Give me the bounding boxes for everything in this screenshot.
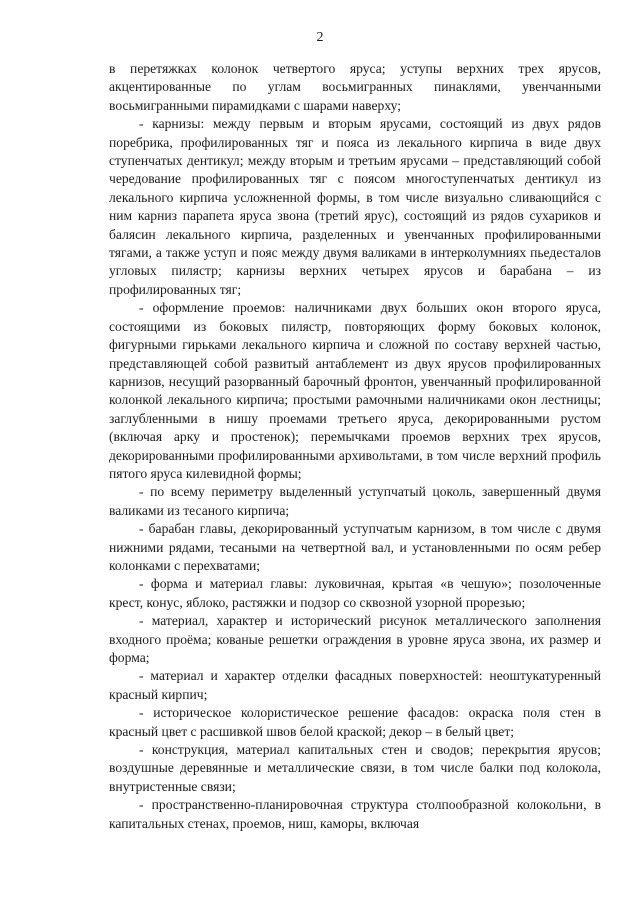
- paragraph-spatial-layout: - пространственно-планировочная структура столпообразной колокольни, в капитальных стенах, проемов, ниш, каморы, включая: [109, 797, 601, 831]
- paragraph-facade-finish: - материал и характер отделки фасадных поверхностей: неоштукатуренный красный кирпич;: [109, 668, 601, 702]
- paragraph-cornices: - карнизы: между первым и вторым ярусами, состоящий из двух рядов поребрика, профилированных тяг и пояса из лекального кирпича в виде двух ступенчатых дентикул; между вторым и третьим ярусами – представляющий собой чередование профилированных тяг с поясом многоступенчатых дентикул из лекального кирпича усложненной формы, в том числе визуально сливающийся с ним карниз парапета яруса звона (третий ярус), состоящий из рядов сухариков и балясин лекального кирпича, разделенных и увенчанных профилированными тягами, а также уступ и пояс между двумя валиками в интерколумниях пьедесталов угловых пилястр; карнизы верхних четырех ярусов и барабана – из профилированных тяг;: [109, 116, 601, 297]
- paragraph-dome-form: - форма и материал главы: луковичная, крытая «в чешую»; позолоченные крест, конус, яблоко, растяжки и подзор со сквозной узорной прорезью;: [109, 576, 601, 610]
- paragraph-continuation: в перетяжках колонок четвертого яруса; уступы верхних трех ярусов, акцентированные по углам восьмигранных пинаклями, увенчанными восьмигранными пирамидками с шарами наверху;: [109, 61, 601, 113]
- paragraph-dome-drum: - барабан главы, декорированный уступчатым карнизом, в том числе с двумя нижними рядами, тесаными на четвертной вал, и установленными по осям ребер колонками с перехватами;: [109, 521, 601, 573]
- paragraph-color-scheme: - историческое колористическое решение фасадов: окраска поля стен в красный цвет с расшивкой швов белой краской; декор – в белый цвет;: [109, 705, 601, 739]
- document-body: [109, 60, 601, 833]
- paragraph-openings-decoration: - оформление проемов: наличниками двух больших окон второго яруса, состоящими из боковых пилястр, повторяющих форму боковых колонок, фигурными гирьками лекального кирпича и сложной по составу верхней частью, представляющей собой развитый антаблемент из двух ярусов профилированных карнизов, несущий разорванный барочный фронтон, увенчанный профилированной колонкой лекального кирпича; простыми рамочными наличниками окон лестницы; заглубленными в нишу проемами третьего яруса, декорированными рустом (включая арку и простенок); перемычками проемов верхних трех ярусов, декорированными профилированными архивольтами, в том числе верхний профиль пятого яруса килевидной формы;: [109, 300, 601, 481]
- paragraph-structure: - конструкция, материал капитальных стен и сводов; перекрытия ярусов; воздушные деревянные и металлические связи, в том числе балки под колокола, внутристенные связи;: [109, 742, 601, 794]
- paragraph-plinth: - по всему периметру выделенный уступчатый цоколь, завершенный двумя валиками из тесаного кирпича;: [109, 484, 601, 518]
- paragraph-entrance-metalwork: - материал, характер и исторический рисунок металлического заполнения входного проёма; кованые решетки ограждения в уровне яруса звона, их размер и форма;: [109, 613, 601, 665]
- page-number: 2: [316, 30, 324, 45]
